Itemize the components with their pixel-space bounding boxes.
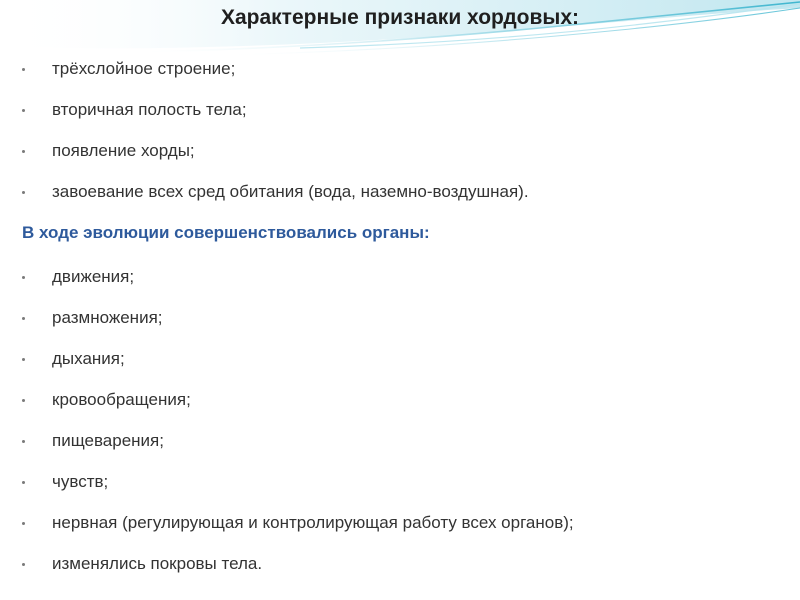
list-item-text: движения; [52,267,135,286]
bullet-dot-icon [22,276,25,279]
list-item-text: нервная (регулирующая и контролирующая работу всех органов); [52,513,574,532]
list-item [0,98,800,139]
list-item-text: трёхслойное строение; [52,59,236,78]
bullet-dot-icon [22,109,25,112]
bullet-dot-icon [22,522,25,525]
list-item-text: дыхания; [52,349,125,368]
list-item-text: вторичная полость тела; [52,100,247,119]
list-item [0,265,800,306]
bullet-dot-icon [22,150,25,153]
list-item-text: завоевание всех сред обитания (вода, наземно-воздушная). [52,182,529,201]
list-item-text: чувств; [52,472,109,491]
list-item [0,511,800,552]
bullet-dot-icon [22,399,25,402]
list-item-text: кровообращения; [52,390,191,409]
list-item [0,139,800,180]
bullet-dot-icon [22,317,25,320]
list-item [0,552,800,593]
list-item-text: появление хорды; [52,141,195,160]
list-item [0,470,800,511]
bullet-dot-icon [22,191,25,194]
list-item-text: размножения; [52,308,163,327]
bullet-dot-icon [22,481,25,484]
bullet-dot-icon [22,358,25,361]
list-item [0,306,800,347]
list-item [0,388,800,429]
list-item-text: изменялись покровы тела. [52,554,263,573]
organs-list [0,265,800,593]
list-item [0,57,800,98]
features-list [0,57,800,221]
list-item [0,180,800,221]
section-subheading: В ходе эволюции совершенствовались органы: [22,223,430,242]
bullet-dot-icon [22,563,25,566]
list-item [0,347,800,388]
bullet-dot-icon [22,440,25,443]
bullet-dot-icon [22,68,25,71]
list-item-text: пищеварения; [52,431,164,450]
list-item [0,429,800,470]
slide-title: Характерные признаки хордовых: [220,6,580,29]
